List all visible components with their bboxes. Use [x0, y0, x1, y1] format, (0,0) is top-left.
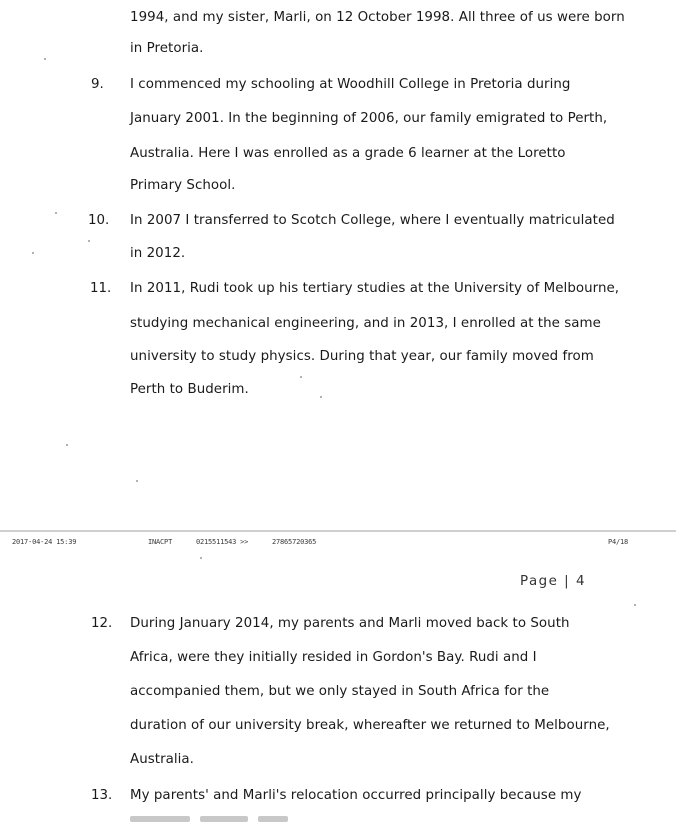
text-line: January 2001. In the beginning of 2006, our family emigrated to Perth, — [130, 111, 608, 126]
text-line: Africa, were they initially resided in Gordon's Bay. Rudi and I — [130, 650, 537, 665]
text-line: university to study physics. During that year, our family moved from — [130, 349, 594, 364]
text-line: My parents' and Marli's relocation occurred principally because my — [130, 788, 582, 803]
scan-speck — [300, 376, 302, 378]
scan-speck — [320, 396, 322, 398]
fax-timestamp: 2017-04-24 15:39 — [12, 538, 77, 546]
scan-speck — [136, 480, 138, 482]
fax-header — [0, 530, 676, 546]
text-line: Perth to Buderim. — [130, 382, 249, 397]
text-line: Australia. — [130, 752, 194, 767]
fax-to-number: 27865720365 — [272, 538, 317, 546]
cut-off-text-line — [130, 812, 570, 826]
text-line: studying mechanical engineering, and in 2013, I enrolled at the same — [130, 316, 601, 331]
text-line: During January 2014, my parents and Marli moved back to South — [130, 616, 570, 631]
scan-speck — [66, 444, 68, 446]
fax-from-number: 0215511543 >> — [196, 538, 249, 546]
text-line: in 2012. — [130, 246, 186, 261]
text-line: in Pretoria. — [130, 41, 204, 56]
scan-speck — [634, 604, 636, 606]
paragraph-number: 13. — [91, 788, 113, 803]
text-line: In 2011, Rudi took up his tertiary studies at the University of Melbourne, — [130, 281, 620, 296]
scan-speck — [55, 212, 57, 214]
fax-page: P4/18 — [608, 538, 629, 546]
scan-speck — [200, 557, 202, 559]
scan-speck — [44, 58, 46, 60]
paragraph-number: 10. — [88, 213, 110, 228]
text-line: I commenced my schooling at Woodhill College in Pretoria during — [130, 77, 571, 92]
text-line: accompanied them, but we only stayed in South Africa for the — [130, 684, 550, 699]
text-line: In 2007 I transferred to Scotch College, where I eventually matriculated — [130, 213, 615, 228]
text-line: 1994, and my sister, Marli, on 12 October 1998. All three of us were born — [130, 10, 625, 25]
text-line: duration of our university break, whereafter we returned to Melbourne, — [130, 718, 610, 733]
scan-speck — [32, 252, 34, 254]
text-line: Australia. Here I was enrolled as a grade 6 learner at the Loretto — [130, 146, 566, 161]
page-label: Page | 4 — [520, 574, 586, 589]
fax-sender: INACPT — [148, 538, 173, 546]
paragraph-number: 11. — [90, 281, 112, 296]
paragraph-number: 12. — [91, 616, 113, 631]
scan-speck — [88, 240, 90, 242]
paragraph-number: 9. — [91, 77, 104, 92]
text-line: Primary School. — [130, 178, 236, 193]
